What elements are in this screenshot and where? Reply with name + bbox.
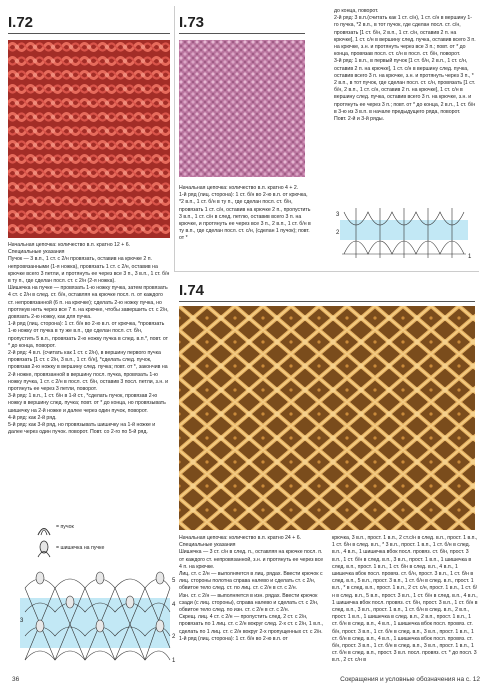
footer-note: Сокращения и условные обозначения на с. 12 [340,676,480,683]
pattern-74-title: I.74 [179,282,205,299]
page-number: 36 [12,676,20,683]
pattern-72-title-rule [8,33,170,34]
legend-bobble-label: = шишечка на пучке [56,545,105,551]
pattern-74-title-rule [179,301,475,302]
pattern-72-chart-diagram [20,562,180,672]
row-number: 5 [172,578,176,584]
row-number: 4 [172,602,176,608]
row-number: 3 [20,618,24,624]
pattern-74-swatch [179,306,475,530]
pattern-73-swatch [179,40,305,177]
row-number: 1 [172,658,176,664]
row-number: 2 [336,230,340,236]
pattern-74-instructions: Начальная цепочка: количество в.п. кратно 24 + 6. Специальные указания Шишечка — 3 ст. с/н в след. п., оставляя на крючке посл. п. от каждого ст. непровязанной, з.н. и протянуть ее через все 4 п. на крючке. Лиц. ст. с 2/н — выполняется в лиц. рядах. Ввести крючок с лиц. стороны полотна справа налево и сделать ст. с 2/н, обвитое тело след. ст. по лиц. ст. с 2/н в ст. с 2/н. Изн. ст. с 2/н — выполняется в изн. рядах. Ввести крючок сзади (с лиц. стороны), справа налево и сделать ст. с 2/н, обвитое тело след. по изн. ст. с 2/н в ст. с 2/н. Скрещ. лиц. 4 ст. с 2/н — пропустить след. 2 ст. с 2/н, провязать по 1 лиц. ст. с 2/н вокруг след. 2-х ст. с 2/н, 1 в.п., сделать по 1 лиц. ст. с 2/н вокруг 2-х пропущенных ст. с 2/н. 1-й ряд (лиц. сторона): 1 ст. б/н во 2-ю в.п. от [179,535,324,642]
legend-bundle-symbol [36,520,52,541]
pattern-72-swatch [8,40,170,238]
separator-horizontal [174,271,479,272]
pattern-73-title: I.73 [179,14,205,31]
pattern-73-instructions-cont: до конца, поворот. 2-й ряд: 3 в.п.(считать как 1 ст. с/н), 1 ст. с/н в вершину 1-го пучка, *2 в.п., в тот пучок, где сделан посл. ст. с/н, провязать [1 ст. б/н, 2 в.п., 1 ст. с/н, оставив 2 п. на крючке], 1 ст. с/н в вершину след. пучка, оставив всего 3 п. на крючке, з.н. и протянуть через все 3 п.; повт. от * до конца, провязав посл. ст. с/н в посл. ст. б/н, поворот. 3-й ряд: 1 в.п., в первый пучок [1 ст. б/н, 2 в.п., 1 ст. с/н, оставив 2 п. на крючке], 1 ст. с/н в вершину след. пучка, оставив всего 3 п. на крючке, з.н. и протянуть через 3 п., * 2 в.п., в тот пучок, где сделан посл. ст. с/н, провязать [1 ст. б/н, 2 в.п., 1 ст. с/н, оставив 2 п. на крючке], 1 ст. с/н в вершину след. пучка, оставив всего 3 п. на крючке, з.н. и протянуть ее через 3 п.; повт. от * до конца, 2 в.п., 1 ст. б/н в 3-ю из 3 в.п. в начале предыдущего ряда, поворот. Повт. 2-й и 3-й ряды. [334,8,476,123]
pattern-73-instructions: Начальная цепочка: количество в.п. кратно 4 + 2. 1-й ряд (лиц. сторона): 1 ст. б/н во 2-ю в.п. от крючка, *2 в.п., 1 ст. б/н в ту п., где сделан посл. ст. б/н, провязать 1 ст. с/н, оставив на крючке 2 п., пропустить 3 в.п., 1 ст. с/н в след. петлю, оставив всего 3 п. на крючке, и протянуть ее через все 3 п., 2 в.п., 1 ст. б/н в ту в.п., где сделан посл. ст. с/н, (сделан 1 пучок); повт. от * [179,185,311,242]
row-number: 1 [468,254,472,260]
pattern-73-title-rule [179,33,305,34]
separator-vertical [174,6,175,271]
legend-bobble-symbol [36,540,52,563]
pattern-72-instructions: Начальная цепочка: количество в.п. кратно 12 + 6. Специальные указания Пучок — 3 в.п., 1 ст. с 2/н провязать, оставив на крючке 2 п. непровязанными (1-я ножка), провязать 1 ст. с 2/н, оставив на крючке всего 3 петли, и протянуть ее через все 3 п., 3 в.п., 1 ст. б/н в ту п., где сделан посл. ст. с 2/н (2-я ножка). Шишечка на пучке — провязать 1-ю ножку пучка, затем провязать 4 ст. с 2/н в след. ст. б/н, оставляя на крючке посл. п. от каждого ст. непровязанной (6 п. на крючке); сделать 2-ю ножку пучка, но протянув нить через все 7 п. на крючке, чтобы завершить ст. с 2/н, довязать 2-ю ножку, как для пучка. 1-й ряд (лиц. сторона): 1 ст. б/н во 2-ю в.п. от крючка, *провязать 1-ю ножку от пучка в ту же в.п., где сделан посл. ст. б/н, пропустить 5 в.п., провязать 2-ю ножку пучка в след. в.п.*, повт. от * до конца, поворот. 2-й ряд: 4 в.п. (считать как 1 ст. с 2/н), в вершину первого пучка провязать [1 ст. с 2/н, 3 в.п., 1 ст. б/н], *сделать след. пучок, провязав 2-ю ножку в вершину след. пучка; повт. от *, закончив на 2-й ножке, провязанной в вершину посл. пучка, провязать 1-ю ножку пучка, 1 ст. с 2/н в посл. ст. б/н, оставив 3 посл. петли, з.н. и протянуть ее через 3 петли, поворот. 3-й ряд: 1 в.п., 1 ст. б/н в 1-й ст., *сделать пучок, провязав 2-ю ножку в вершину след. пучка; повт. от * до конца, но провязывать шишечку на 2-й ножке и далее через один пучок, поворот. 4-й ряд: как 2-й ряд. 5-й ряд: как 3-й ряд, но провязывать шишечку на 1-й ножке и далее через один пучок. поворот. Повт. со 2-го по 5-й ряд. [8,242,170,436]
row-number: 3 [336,212,340,218]
pattern-73-chart-diagram [336,198,476,266]
pattern-72-title: I.72 [8,14,34,31]
legend-bundle-label: = пучок [56,524,74,530]
row-number: 2 [172,634,176,640]
pattern-74-instructions-cont: крючка, 3 в.п., прост. 1 в.п., 2 ст.с/н в след. в.п., прост. 1 в.п., 1 ст. б/н в след. в.п., * 3 в.п., прост. 1 в.п., 1 ст. б/н в след. в.п., 4 в.п., 1 шишечка вбок посл. провяз. ст. б/н, прост. 3 в.п., 1 ст. б/н в след. в.п., 3 в.п., прост. 1 в.п., 1 шишечка в след. в.п., прост. 1 в.п., 1 ст. б/н в след. в.п., 4 в.п., 1 шишечка вбок посл. провяз. ст. б/н, прост. 3 в.п., 1 ст. б/н в след. в.п., 5 в.п., прост. 3 в.п., 1 ст. б/н в след. в.п., прост. 1 в.п., * в след. в.п., прост. 1 в.п., 2 ст. с/н, прост. 1 в.п., 1 ст. б/н в след. в.п., 5 в.п., прост. 3 в.п., 1 ст. б/н в след. в.п., 4 в.п., 1 шишечка вбок посл. провяз. ст. б/н, прост. 3 в.п., 1 ст. б/н в след. в.п., 3 в.п., прост. 1 в.п., 1 ст. б/н в след. в.п., 2 в.п., прост. 1 в.п., 1 шишечка в след. в.п., 2 в.п., прост. 1 в.п., 1 ст. б/н в след. в.п., 4 в.п., 1 шишечка вбок посл. провяз. ст. б/н, прост. 3 в.п., 1 ст. б/н в след. в.п., 3 в.п., прост. 1 в.п., 1 ст. б/н в след. в.п., 4 в.п., 1 шишечка вбок посл. провяз. ст. б/н, прост. 3 в.п., 1 ст. б/н в след. в.п., 3 в.п., прост. 1 в.п., 1 ст. б/н в след. в.п., прост. 3 в.п. посл. провяз. ст. * до посл. 3 в.п., 2 ст. с/н в [332,535,480,664]
